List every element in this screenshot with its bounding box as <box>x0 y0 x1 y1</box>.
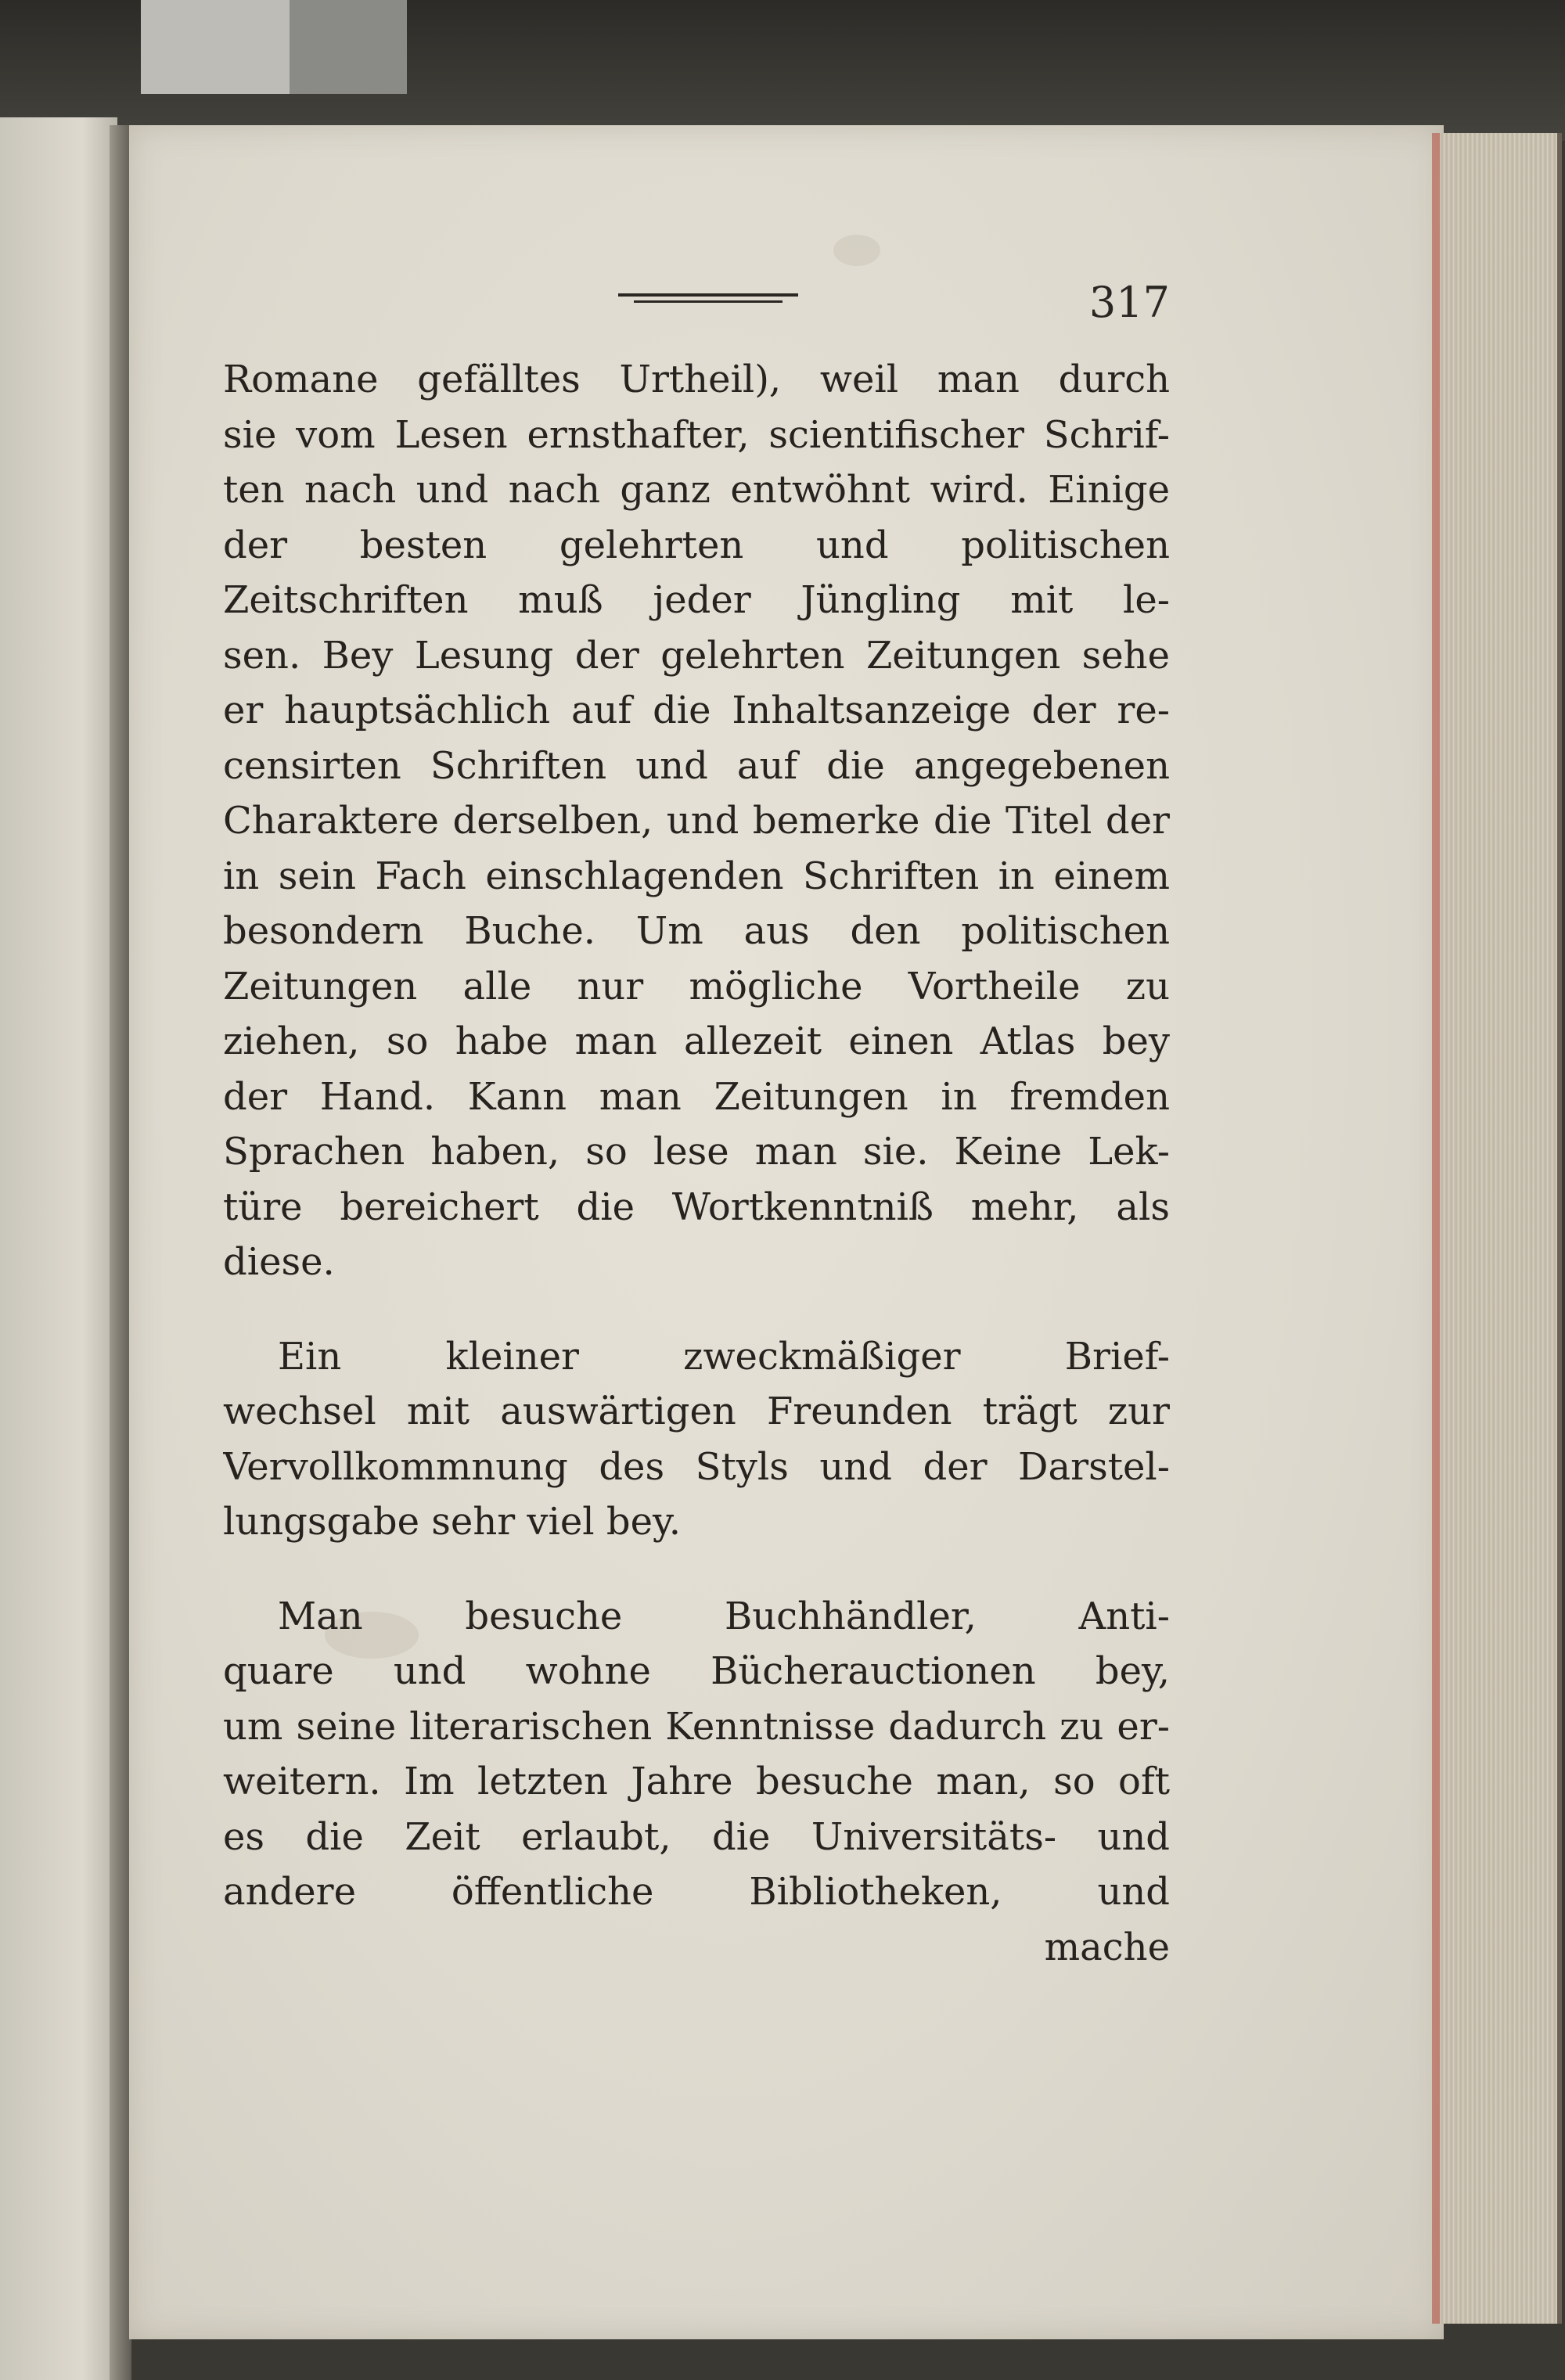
text-line: ziehen, so habe man allezeit einen Atlas bey <box>223 1019 1170 1063</box>
paper-stain <box>833 235 880 266</box>
paragraph-1 <box>223 352 1170 1290</box>
text-line: es die Zeit erlaubt, die Universitäts- und <box>223 1814 1170 1859</box>
text-line: türe bereichert die Wortkenntniß mehr, als <box>223 1185 1170 1229</box>
text-line: der besten gelehrten und politischen <box>223 523 1170 567</box>
text-line: weitern. Im letzten Jahre besuche man, so oft <box>223 1760 1170 1803</box>
text-line: sie vom Lesen ernsthafter, scientifischer Schrif- <box>223 412 1170 457</box>
text-line: er hauptsächlich auf die Inhaltsanzeige der re- <box>223 688 1170 732</box>
text-line: andere öffentliche Bibliotheken, und <box>223 1870 1170 1914</box>
text-line: Man besuche Buchhändler, Anti- <box>278 1594 1170 1638</box>
text-line: Sprachen haben, so lese man sie. Keine Lek- <box>223 1130 1170 1174</box>
page-number: 317 <box>1088 278 1170 327</box>
text-line: Zeitungen alle nur mögliche Vortheile zu <box>223 964 1170 1008</box>
scan-holder-strip <box>141 0 290 94</box>
text-line: Romane gefälltes Urtheil), weil man durch <box>223 358 1170 401</box>
left-page-edge <box>0 117 117 2380</box>
text-line: wechsel mit auswärtigen Freunden trägt zur <box>223 1390 1170 1433</box>
text-line: in sein Fach einschlagenden Schriften in einem <box>223 854 1170 898</box>
text-line: um seine literarischen Kenntnisse dadurch zu er- <box>223 1704 1170 1749</box>
text-line: Ein kleiner zweckmäßiger Brief- <box>278 1334 1170 1379</box>
paragraph-2 <box>223 1329 1170 1550</box>
header-double-rule <box>618 293 798 304</box>
body-text <box>223 352 1170 1975</box>
text-line: Charaktere derselben, und bemerke die Titel der <box>223 799 1170 843</box>
book-gutter <box>110 125 131 2380</box>
text-line: Vervollkommnung des Styls und der Darstel- <box>223 1444 1170 1489</box>
paragraph-3 <box>223 1589 1170 1920</box>
text-line: ten nach und nach ganz entwöhnt wird. Einige <box>223 468 1170 512</box>
text-line: Zeitschriften muß jeder Jüngling mit le- <box>223 578 1170 622</box>
text-line: diese. <box>223 1240 335 1284</box>
page-stack-edge <box>1440 133 1562 2324</box>
text-line: sen. Bey Lesung der gelehrten Zeitungen sehe <box>223 633 1170 678</box>
text-line: censirten Schriften und auf die angegebenen <box>223 743 1170 788</box>
text-line: besondern Buche. Um aus den politischen <box>223 909 1170 953</box>
text-line: quare und wohne Bücherauctionen bey, <box>223 1649 1170 1693</box>
text-line: lungsgabe sehr viel bey. <box>223 1500 682 1544</box>
catchword: mache <box>1044 1925 1170 1969</box>
text-line: der Hand. Kann man Zeitungen in fremden <box>223 1074 1170 1119</box>
scan-holder-strip-dark <box>290 0 407 94</box>
